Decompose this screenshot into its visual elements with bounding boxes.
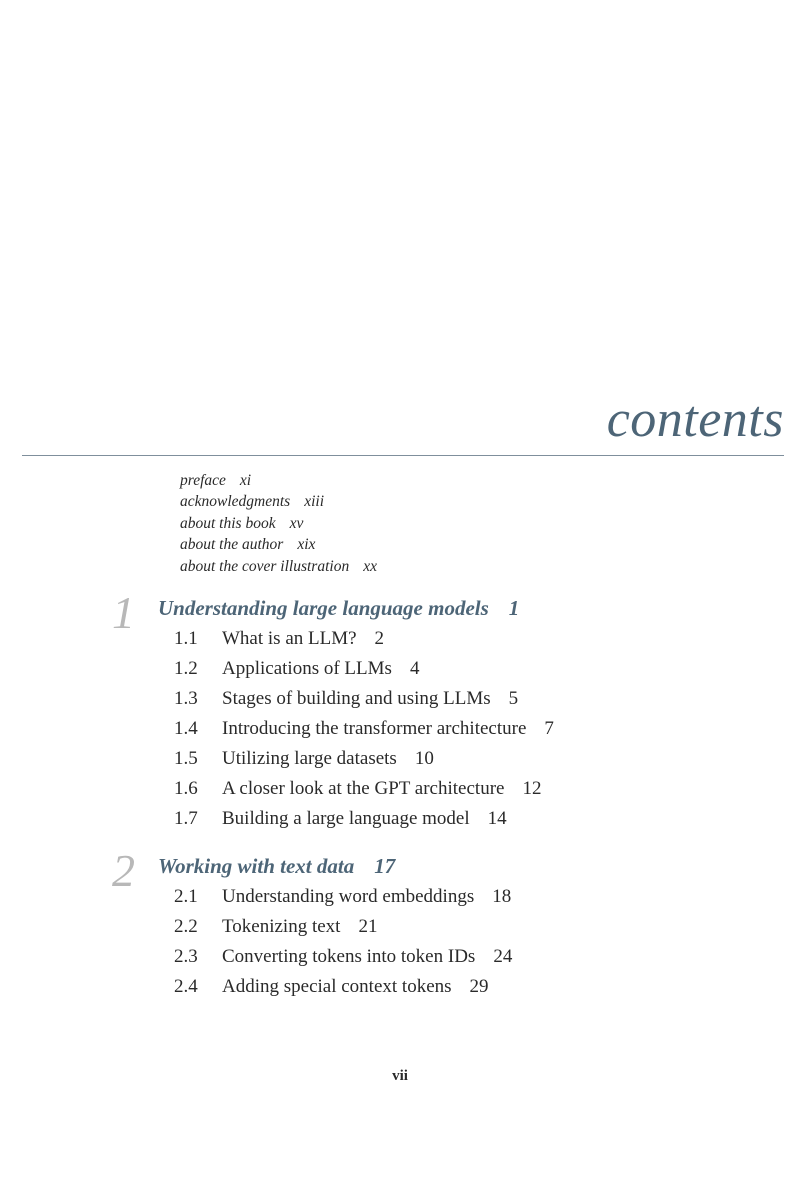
section-page: 7: [544, 718, 554, 739]
section-title: Introducing the transformer architecture: [222, 718, 527, 739]
section-entry[interactable]: [174, 804, 554, 834]
entry-page: xiii: [304, 493, 325, 511]
entry-title: about the cover illustration: [180, 557, 350, 575]
section-entry[interactable]: [174, 882, 512, 912]
section-number: 2.4: [174, 976, 198, 997]
section-title: Applications of LLMs: [222, 658, 392, 679]
chapter-page: 17: [374, 854, 396, 878]
section-title: Tokenizing text: [222, 916, 341, 937]
toc-entry-about-the-author[interactable]: [180, 534, 377, 555]
entry-title: about the author: [180, 536, 284, 554]
section-number: 1.5: [174, 748, 198, 769]
section-title: Utilizing large datasets: [222, 748, 397, 769]
front-matter-list: [180, 470, 377, 577]
section-number: 1.4: [174, 718, 198, 739]
section-title: Adding special context tokens: [222, 976, 452, 997]
section-page: 18: [492, 886, 512, 907]
heading-rule: [22, 455, 784, 456]
section-title: Stages of building and using LLMs: [222, 688, 491, 709]
chapter-title-link[interactable]: [158, 853, 395, 879]
section-number: 2.2: [174, 916, 198, 937]
chapter-title: Working with text data: [158, 854, 355, 878]
section-page: 4: [409, 658, 420, 679]
section-title: Understanding word embeddings: [222, 886, 475, 907]
chapter-number: 1: [112, 587, 135, 638]
section-entry[interactable]: [174, 624, 554, 654]
section-list: [174, 624, 554, 834]
entry-page: xv: [289, 514, 304, 532]
entry-title: preface: [180, 472, 226, 489]
entry-title: acknowledgments: [180, 493, 291, 511]
section-page: 5: [508, 688, 519, 709]
section-entry[interactable]: [174, 912, 512, 942]
section-list: [174, 882, 512, 1002]
section-number: 2.3: [174, 946, 198, 967]
section-entry[interactable]: [174, 972, 512, 1002]
section-number: 1.2: [174, 658, 198, 679]
page-title: contents: [606, 391, 784, 448]
section-entry[interactable]: [174, 942, 512, 972]
section-page: 29: [469, 976, 489, 997]
section-title: Building a large language model: [222, 808, 470, 829]
section-entry[interactable]: [174, 654, 554, 684]
section-number: 1.7: [174, 808, 198, 829]
toc-entry-acknowledgments[interactable]: [180, 491, 377, 512]
toc-entry-about-the-cover[interactable]: [180, 556, 377, 577]
section-entry[interactable]: [174, 744, 554, 774]
page-number: vii: [392, 1068, 408, 1084]
toc-entry-about-this-book[interactable]: [180, 513, 377, 534]
entry-title: about this book: [180, 514, 276, 532]
section-entry[interactable]: [174, 774, 554, 804]
section-number: 1.3: [174, 688, 198, 709]
section-title: A closer look at the GPT architecture: [222, 778, 505, 799]
entry-page: xi: [239, 472, 252, 489]
section-page: 10: [414, 748, 434, 769]
chapter-title-link[interactable]: [158, 595, 519, 621]
section-number: 1.6: [174, 778, 198, 799]
section-entry[interactable]: [174, 714, 554, 744]
section-title: What is an LLM?: [222, 628, 357, 649]
section-page: 21: [358, 916, 378, 937]
section-number: 1.1: [174, 628, 198, 649]
entry-page: xix: [297, 536, 316, 554]
chapter-page: 1: [508, 596, 520, 620]
chapter-number: 2: [112, 845, 135, 896]
entry-page: xx: [363, 557, 377, 575]
chapter-title: Understanding large language models: [158, 596, 489, 620]
section-title: Converting tokens into token IDs: [222, 946, 476, 967]
section-page: 14: [487, 808, 507, 829]
section-number: 2.1: [174, 886, 198, 907]
section-page: 12: [522, 778, 542, 799]
toc-entry-preface[interactable]: [180, 470, 377, 491]
section-page: 2: [374, 628, 385, 649]
section-entry[interactable]: [174, 684, 554, 714]
section-page: 24: [493, 946, 513, 967]
